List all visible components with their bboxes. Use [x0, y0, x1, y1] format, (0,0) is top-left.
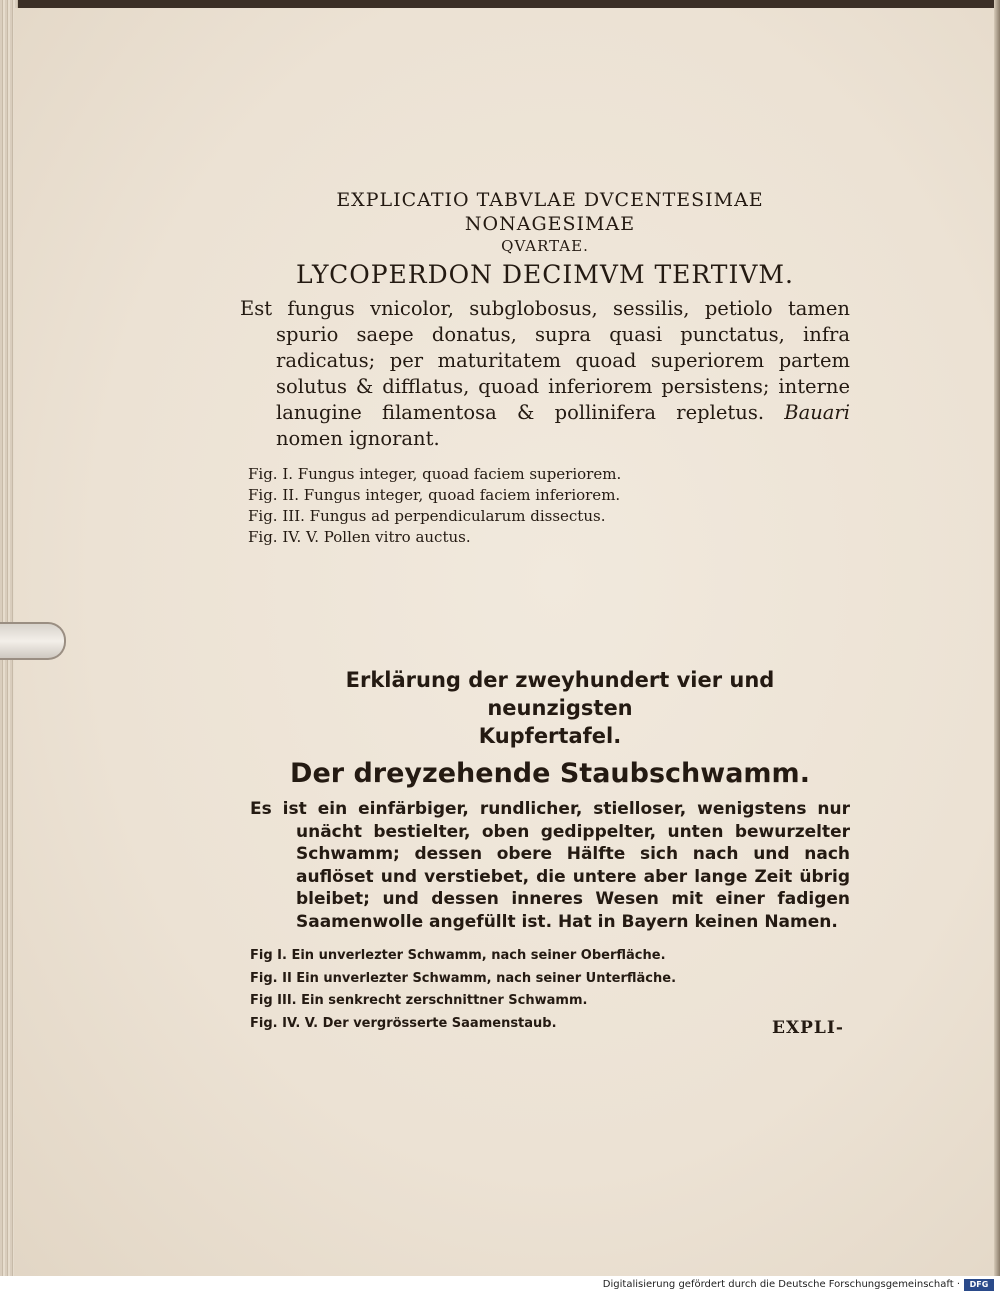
latin-heading-line1: EXPLICATIO TABVLAE DVCENTESIMAE NONAGESIMAE	[336, 189, 764, 235]
latin-body-italic: Bauari	[784, 401, 850, 424]
latin-figure-item: Fig. II. Fungus integer, quoad faciem inferiorem.	[248, 486, 621, 504]
page-clip-icon	[0, 622, 66, 660]
german-figure-item: Fig. IV. V. Der vergrösserte Saamenstaub.	[250, 1015, 557, 1031]
latin-description	[240, 296, 850, 452]
german-figure-list	[250, 945, 850, 1035]
catchword: EXPLI-	[772, 1018, 844, 1038]
latin-figure-item: Fig. I. Fungus integer, quoad faciem superiorem.	[248, 465, 622, 483]
german-description: Es ist ein einfärbiger, rundlicher, stielloser, wenigstens nur unächt bestielter, oben gedippelter, unten bewurzelter Schwamm; dessen obere Hälfte sich nach und nach auflöset und verstiebet, die untere aber lange Zeit übrig bleibet; und dessen inneres Wesen mit einer fadigen Saamenwolle angefüllt ist. Hat in Bayern keinen Namen.	[250, 799, 850, 932]
latin-heading-line2: QVARTAE.	[501, 237, 589, 255]
german-title: Der dreyzehende Staubschwamm.	[290, 758, 810, 789]
german-figure-item: Fig I. Ein unverlezter Schwamm, nach seiner Oberfläche.	[250, 948, 666, 963]
german-section	[250, 666, 850, 1035]
german-heading-line1: Erklärung der zweyhundert vier und neunzigsten	[345, 668, 775, 720]
latin-figure-item: Fig. III. Fungus ad perpendicularum dissectus.	[248, 507, 606, 525]
latin-title: LYCOPERDON DECIMVM TERTIVM.	[296, 260, 794, 289]
latin-body-end: nomen ignorant.	[276, 427, 440, 450]
german-figure-item: Fig. II Ein unverlezter Schwamm, nach seiner Unterfläche.	[250, 970, 677, 986]
footer-credit: Digitalisierung gefördert durch die Deutsche Forschungsgemeinschaft ·	[602, 1279, 960, 1290]
footer-bar	[0, 1276, 1000, 1294]
latin-body-main: Est fungus vnicolor, subglobosus, sessilis, petiolo tamen spurio saepe donatus, supra quasi punctatus, infra radicatus; per maturitatem quoad superiorem partem solutus & difflatus, quoad inferiorem persistens; interne lanugine filamentosa & pollinifera repletus.	[240, 297, 850, 424]
german-heading-line2: Kupfertafel.	[478, 724, 622, 748]
german-figure-item: Fig III. Ein senkrecht zerschnittner Schwamm.	[250, 993, 588, 1008]
latin-section	[240, 188, 850, 548]
page-right-edge	[994, 0, 1000, 1276]
latin-figure-item: Fig. IV. V. Pollen vitro auctus.	[248, 528, 471, 546]
latin-figure-list	[240, 464, 850, 548]
dfg-logo-icon: DFG	[964, 1279, 994, 1291]
